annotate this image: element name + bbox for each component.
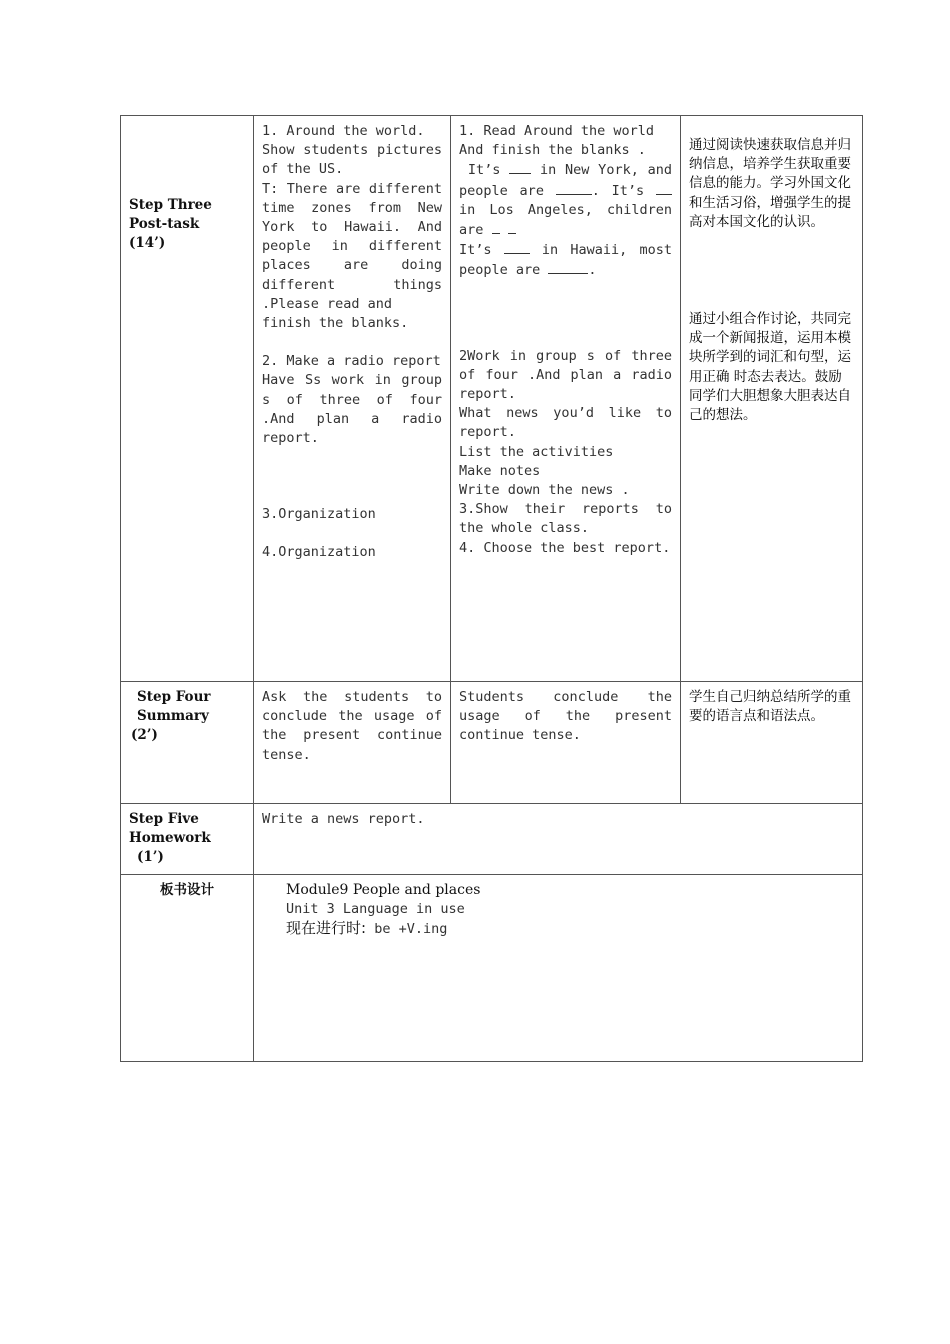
step-three-subtitle: Post-task	[129, 216, 200, 233]
answer-blank[interactable]	[656, 181, 672, 195]
board-unit-title: Unit 3 Language in use	[286, 900, 465, 917]
step-five-label	[121, 804, 254, 875]
teacher-item-1-line: Show students pictures of the US.	[262, 142, 442, 178]
blank-text: in New York, and people are	[459, 162, 673, 199]
student-item-3: 3.Show their reports to the whole class.	[459, 501, 672, 537]
student-item-2: 2Work in group s of three of four .And plan a radio report.	[459, 347, 672, 403]
fill-blanks-paragraph-1	[459, 160, 672, 240]
step-five-time: (1’)	[137, 849, 164, 866]
step-three-purpose	[681, 116, 863, 682]
teacher-item-3: 3.Organization	[262, 506, 376, 523]
answer-blank[interactable]	[504, 240, 530, 254]
fill-blanks-paragraph-2	[459, 240, 672, 280]
step-four-label	[121, 682, 254, 804]
step-five-row	[121, 804, 863, 875]
answer-blank[interactable]	[508, 220, 516, 234]
teacher-item-1-end: finish the blanks.	[262, 315, 409, 332]
blank-text: It’s	[467, 162, 501, 179]
step-four-teacher-activity: Ask the students to conclude the usage of the present continue tense.	[254, 682, 451, 804]
teacher-item-1-title: 1. Around the world.	[262, 123, 425, 139]
board-design-row	[121, 874, 863, 1061]
blank-text: in Los Angeles, children are	[459, 201, 672, 239]
answer-blank[interactable]	[492, 220, 500, 234]
board-module-title: Module9 People and places	[286, 881, 481, 898]
teacher-item-1-instructions: T: There are different time zones from New York to Hawaii. And people in different places are doing different things .Please read and	[262, 180, 442, 312]
board-design-content	[254, 874, 863, 1061]
student-item-2-news: What news you’d like to report.	[459, 405, 672, 441]
teacher-item-2-text: Have Ss work in group s of three of four .And plan a radio report.	[262, 372, 442, 447]
student-item-1-instruction: And finish the blanks .	[459, 142, 646, 159]
student-item-1-title: 1. Read Around the world	[459, 123, 655, 139]
purpose-text-2: 通过小组合作讨论，共同完成一个新闻报道，运用本模块所学到的词汇和句型，运用正确 时态去表达。鼓励同学们大胆想象大胆表达自己的想法。	[689, 311, 851, 424]
blank-text: in Hawaii, most people are	[459, 242, 672, 279]
board-grammar-formula: be +V.ing	[366, 921, 448, 938]
step-three-student-activity	[451, 116, 681, 682]
blank-text: .	[588, 262, 597, 279]
step-three-row	[121, 116, 863, 682]
blank-text: It’s	[459, 242, 492, 259]
step-five-subtitle: Homework	[129, 830, 211, 847]
step-five-homework: Write a news report.	[254, 804, 863, 875]
teacher-item-4: 4.Organization	[262, 544, 376, 561]
blank-text: . It’s	[591, 182, 645, 199]
student-item-2-write: Write down the news .	[459, 482, 630, 499]
answer-blank[interactable]	[548, 260, 588, 274]
step-four-subtitle: Summary	[137, 708, 209, 725]
step-four-student-activity: Students conclude the usage of the present continue tense.	[451, 682, 681, 804]
student-item-4: 4. Choose the best report.	[459, 539, 671, 556]
step-three-time: (14’)	[129, 235, 166, 252]
teacher-item-2-title: 2. Make a radio report	[262, 353, 441, 370]
student-item-2-notes: Make notes	[459, 462, 541, 479]
purpose-text-1: 通过阅读快速获取信息并归纳信息，培养学生获取重要信息的能力。学习外国文化和生活习俗，增强学生的提高对本国文化的认识。	[689, 137, 851, 230]
answer-blank[interactable]	[556, 181, 592, 195]
board-grammar-label: 现在进行时:	[286, 919, 367, 938]
student-item-2-list: List the activities	[459, 443, 614, 460]
board-grammar-line	[286, 919, 854, 939]
board-design-label: 板书设计	[121, 874, 254, 1061]
step-four-purpose: 学生自己归纳总结所学的重要的语言点和语法点。	[681, 682, 863, 804]
step-three-label	[121, 116, 254, 682]
step-four-time: (2’)	[131, 727, 158, 744]
step-four-title: Step Four	[137, 689, 211, 705]
step-three-teacher-activity	[254, 116, 451, 682]
answer-blank[interactable]	[509, 160, 531, 174]
step-three-title: Step Three	[129, 197, 212, 213]
lesson-plan-table	[120, 115, 863, 1062]
step-five-title: Step Five	[129, 811, 199, 827]
step-four-row	[121, 682, 863, 804]
